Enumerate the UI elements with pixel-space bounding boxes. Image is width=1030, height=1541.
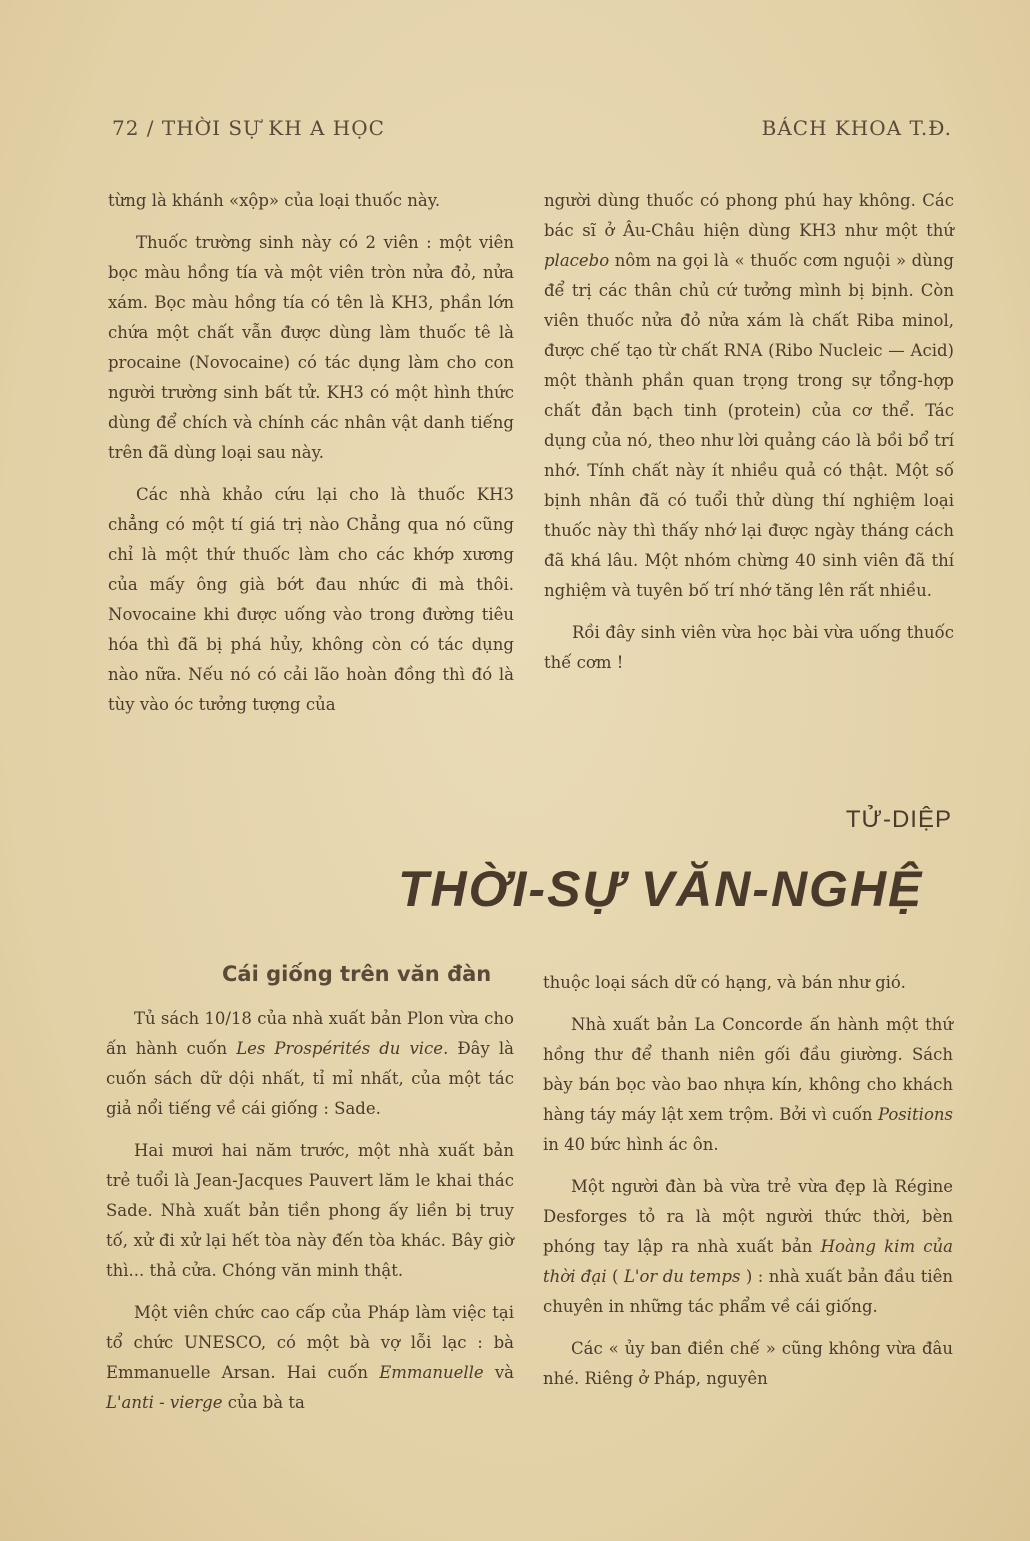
book-title: Positions: [877, 1105, 953, 1124]
text-run: ) : nhà xuất bản đầu tiên chuyên in những tác phẩm về cái giống.: [543, 1267, 953, 1316]
paragraph: [106, 1298, 514, 1418]
running-header-right: BÁCH KHOA T.Đ.: [761, 116, 952, 140]
paragraph: [543, 1010, 953, 1160]
paragraph: thuộc loại sách dữ có hạng, và bán như gió.: [543, 973, 906, 992]
paragraph: [543, 1172, 953, 1322]
paragraph: Thuốc trường sinh này có 2 viên : một viên bọc màu hồng tía và một viên tròn nửa đỏ, nửa xám. Bọc màu hồng tía có tên là KH3, phần lớn chứa một chất vẫn được dùng làm thuốc tê là procaine (Novocaine) có tác dụng làm cho con người trường sinh bất tử. KH3 có một hình thức dùng để chích và chính các nhân vật danh tiếng trên đã dùng loại sau này.: [108, 233, 514, 462]
book-title: L'anti - vierge: [106, 1393, 223, 1412]
paragraph: Các nhà khảo cứu lại cho là thuốc KH3 chẳng có một tí giá trị nào Chẳng qua nó cũng chỉ là một thứ thuốc làm cho các khớp xương của mấy ông già bớt đau nhức đi mà thôi. Novocaine khi được uống vào trong đường tiêu hóa thì đã bị phá hủy, không còn có tác dụng nào nữa. Nếu nó có cải lão hoàn đồng thì đó là tùy vào óc tưởng tượng của: [108, 485, 514, 714]
paragraph: [544, 186, 954, 606]
publisher-name: Hoàng kim của thời đại: [543, 1237, 953, 1286]
article-title: Cái giống trên văn đàn: [222, 962, 492, 986]
column-3: [106, 1004, 514, 1430]
text-run: . Đây là cuốn sách dữ dội nhất, tỉ mỉ nhất, của một tác giả nổi tiếng về cái giống : Sade.: [106, 1039, 514, 1118]
running-header-left: 72 / THỜI SỰ KH A HỌC: [112, 116, 385, 140]
italic-term: placebo: [544, 251, 610, 270]
book-title: Les Prospérités du vice: [236, 1039, 444, 1058]
section-banner: THỜI-SỰ VĂN-NGHỆ: [398, 861, 924, 917]
text-run: Một người đàn bà vừa trẻ vừa đẹp là Régine Desforges tỏ ra là một người thức thời, bèn phóng tay lập ra nhà xuất bản: [543, 1177, 953, 1256]
text-run: Nhà xuất bản La Concorde ấn hành một thứ hồng thư để thanh niên gối đầu giường. Sách bày bán bọc vào bao nhựa kín, không cho khách hàng táy máy lật xem trộm. Bởi vì cuốn: [543, 1015, 953, 1124]
text-run: (: [606, 1267, 624, 1286]
text-run: người dùng thuốc có phong phú hay không. Các bác sĩ ở Âu-Châu hiện dùng KH3 như một thứ: [544, 191, 954, 240]
text-run: và: [483, 1363, 515, 1382]
paragraph: từng là khánh «xộp» của loại thuốc này.: [108, 191, 441, 210]
paragraph: Các « ủy ban điền chế » cũng không vừa đâu nhé. Riêng ở Pháp, nguyên: [543, 1339, 953, 1388]
text-run: của bà ta: [222, 1393, 305, 1412]
author-signature: TỬ-DIỆP: [845, 806, 952, 833]
text-run: Tủ sách 10/18 của nhà xuất bản Plon vừa cho ấn hành cuốn: [106, 1009, 514, 1058]
paragraph: [106, 1004, 514, 1124]
text-run: nôm na gọi là « thuốc cơm nguội » dùng để trị các thân chủ cứ tưởng mình bị bịnh. Còn viên thuốc nửa đỏ nửa xám là chất Riba minol, được chế tạo từ chất RNA (Ribo Nucleic — Acid) một thành phần quan trọng trong sự tổng-hợp chất đản bạch tinh (protein) của cơ thể. Tác dụng của nó, theo như lời quảng cáo là bồi bổ trí nhớ. Tính chất này ít nhiều quả có thật. Một số bịnh nhân đã có tuổi thử dùng thí nghiệm loại thuốc này thì thấy nhớ lại được ngày tháng cách đã khá lâu. Một nhóm chừng 40 sinh viên đã thí nghiệm và tuyên bố trí nhớ tăng lên rất nhiều.: [544, 251, 954, 600]
paragraph: Hai mươi hai năm trước, một nhà xuất bản trẻ tuổi là Jean-Jacques Pauvert lăm le khai thác Sade. Nhà xuất bản tiền phong ấy liền bị truy tố, xử đi xử lại hết tòa này đến tòa khác. Bây giờ thì... thả cửa. Chóng văn minh thật.: [106, 1141, 514, 1280]
column-1: [108, 186, 514, 732]
publisher-name: L'or du temps: [623, 1267, 741, 1286]
column-2: [544, 186, 954, 690]
paragraph: Rồi đây sinh viên vừa học bài vừa uống thuốc thế cơm !: [544, 623, 954, 672]
text-run: in 40 bức hình ác ôn.: [543, 1135, 719, 1154]
text-run: Một viên chức cao cấp của Pháp làm việc tại tổ chức UNESCO, có một bà vợ lỗi lạc : bà Emmanuelle Arsan. Hai cuốn: [106, 1303, 514, 1382]
column-4: [543, 968, 953, 1406]
book-title: Emmanuelle: [379, 1363, 484, 1382]
